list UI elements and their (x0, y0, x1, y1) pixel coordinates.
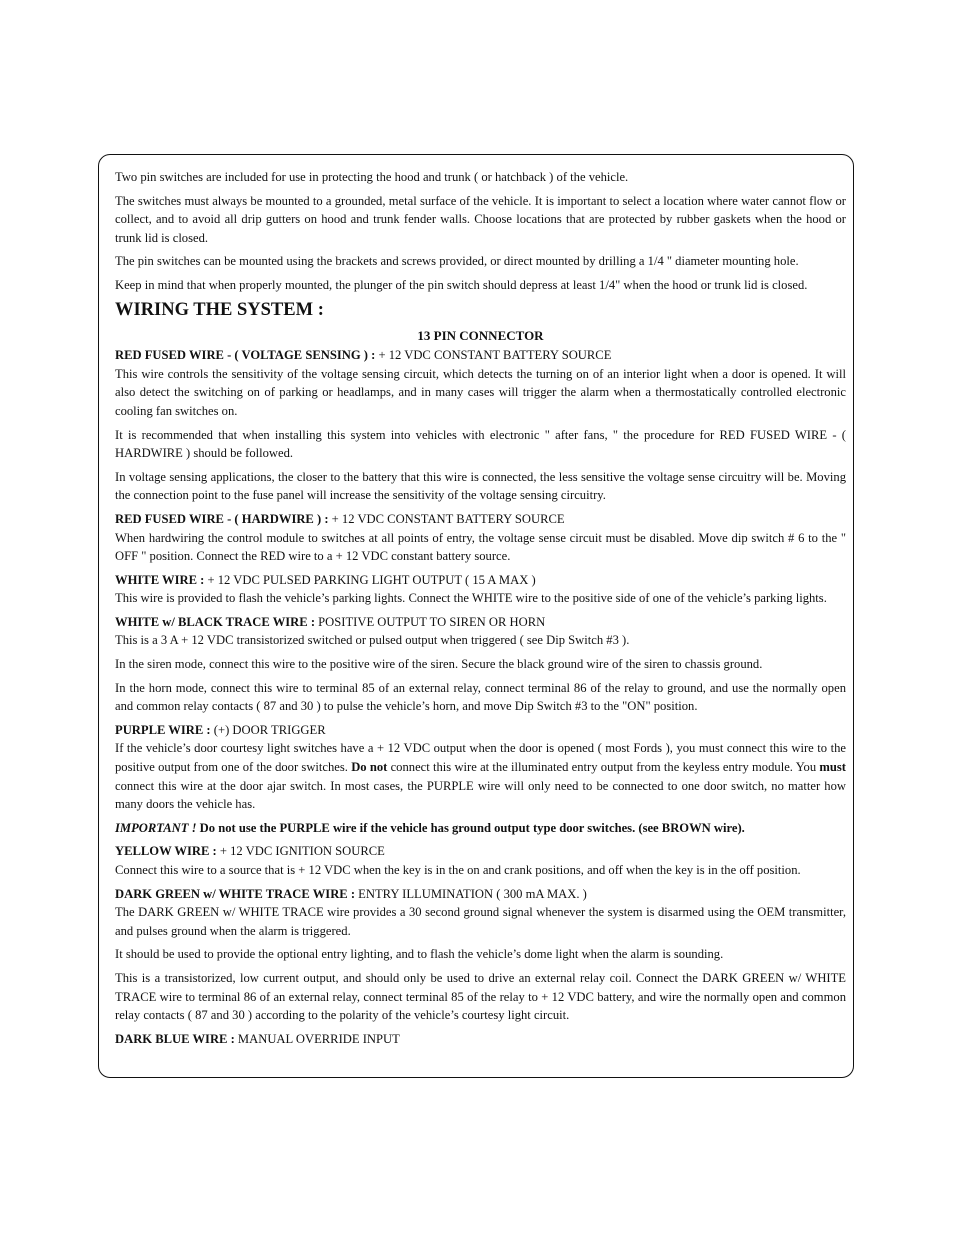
important-text: Do not use the PURPLE wire if the vehicle has ground output type door switches. (see BROWN wire). (196, 820, 745, 835)
red-hardwire-paragraph-1: When hardwiring the control module to switches at all points of entry, the voltage sense circuit must be disabled. Move dip switch # 6 to the " OFF " position. Connect the RED wire to a + 12 VDC constant battery source. (115, 530, 846, 564)
red-voltage-paragraph-3: In voltage sensing applications, the closer to the battery that this wire is connected, the less sensitive the voltage sense circuitry will be. Moving the connection point to the fuse panel will increase the sensitivity of the voltage sensing circuitry. (115, 469, 846, 503)
wire-label: PURPLE WIRE : (115, 722, 211, 737)
dark-green-paragraph-3: This is a transistorized, low current output, and should only be used to drive an external relay coil. Connect the DARK GREEN w/ WHITE TRACE wire to terminal 86 of an external relay, connect terminal 85 of the relay to + 12 VDC battery, and wire the normally open and common relay contacts ( 87 and 30 ) according to the polarity of the vehicle’s courtesy light circuit. (115, 970, 846, 1023)
wire-label: DARK BLUE WIRE : (115, 1031, 235, 1046)
wire-label: DARK GREEN w/ WHITE TRACE WIRE : (115, 886, 356, 901)
wire-heading-red-voltage (115, 346, 846, 365)
white-black-paragraph-2: In the siren mode, connect this wire to the positive wire of the siren. Secure the black ground wire of the siren to chassis ground. (115, 657, 763, 672)
wire-label: WHITE WIRE : (115, 572, 205, 587)
intro-paragraph-2: The switches must always be mounted to a grounded, metal surface of the vehicle. It is important to select a location where water cannot flow or collect, and to avoid all drip gutters on hood and trunk fender walls. Choose locations that are protected by rubber gaskets when the hood or trunk lid is closed. (115, 193, 846, 245)
wire-heading-white-black (115, 613, 846, 632)
wire-value: + 12 VDC IGNITION SOURCE (216, 844, 385, 859)
important-note (115, 819, 846, 838)
section-title: WIRING THE SYSTEM : (115, 299, 324, 320)
wire-value: (+) DOOR TRIGGER (210, 722, 326, 737)
wire-value: ENTRY ILLUMINATION ( 300 mA MAX. ) (355, 886, 587, 901)
wire-heading-purple (115, 721, 846, 740)
important-label: IMPORTANT ! (115, 820, 197, 835)
red-voltage-paragraph-1: This wire controls the sensitivity of the voltage sensing circuit, which detects the turning on of an interior light when a door is opened. It will also detect the switching on of parking or headlamps, and in many cases will trigger the alarm when a thermostatically controlled electronic cooling fan switches on. (115, 366, 846, 418)
wire-heading-dark-green (115, 885, 846, 904)
emphasis: Do not (351, 760, 388, 775)
text-run: If the vehicle’s door courtesy light switches have a + 12 VDC output when the door is opened ( most Fords ), you must connect this wire to the positive output from one of the door switches. (115, 741, 846, 775)
wire-value: + 12 VDC CONSTANT BATTERY SOURCE (375, 348, 612, 363)
wire-heading-white (115, 571, 846, 590)
text-run: connect this wire at the illuminated entry output from the keyless entry module. You (387, 760, 820, 775)
red-voltage-paragraph-2: It is recommended that when installing this system into vehicles with electronic " after fans, " the procedure for RED FUSED WIRE - ( HARDWIRE ) should be followed. (115, 427, 846, 461)
dark-green-paragraph-1: The DARK GREEN w/ WHITE TRACE wire provides a 30 second ground signal whenever the system is disarmed using the OEM transmitter, and pulses ground when the alarm is triggered. (115, 905, 846, 938)
intro-paragraph-3: The pin switches can be mounted using the brackets and screws provided, or direct mounted by drilling a 1/4 " diameter mounting hole. (115, 254, 799, 269)
intro-paragraph-4: Keep in mind that when properly mounted, the plunger of the pin switch should depress at least 1/4" when the hood or trunk lid is closed. (115, 277, 808, 292)
wire-label: RED FUSED WIRE - ( HARDWIRE ) : (115, 511, 329, 526)
intro-paragraph-1: Two pin switches are included for use in protecting the hood and trunk ( or hatchback ) of the vehicle. (115, 170, 629, 184)
wire-label: YELLOW WIRE : (115, 844, 217, 859)
text-run: connect this wire at the door ajar switch. In most cases, the PURPLE wire will only need to be connected to one door switch, no matter how many doors the vehicle has. (115, 778, 846, 812)
connector-title: 13 PIN CONNECTOR (417, 327, 544, 343)
wire-label: WHITE w/ BLACK TRACE WIRE : (115, 614, 316, 629)
wire-value: + 12 VDC PULSED PARKING LIGHT OUTPUT ( 15 A MAX ) (204, 572, 536, 587)
wire-value: MANUAL OVERRIDE INPUT (234, 1031, 400, 1046)
yellow-paragraph-1: Connect this wire to a source that is + 12 VDC when the key is in the on and crank positions, and off when the key is in the off position. (115, 863, 801, 877)
wire-heading-red-hardwire (115, 510, 846, 529)
wire-heading-yellow (115, 842, 846, 861)
emphasis: must (819, 760, 846, 775)
white-black-paragraph-1: This is a 3 A + 12 VDC transistorized switched or pulsed output when triggered ( see Dip Switch #3 ). (115, 633, 630, 648)
wire-label: RED FUSED WIRE - ( VOLTAGE SENSING ) : (115, 348, 376, 363)
purple-paragraph-1 (115, 739, 846, 813)
wire-heading-dark-blue (115, 1030, 846, 1049)
white-black-paragraph-3: In the horn mode, connect this wire to terminal 85 of an external relay, connect terminal 86 of the relay to ground, and use the normally open and common relay contacts ( 87 and 30 ) to pulse the vehicle’s horn, and move Dip Switch #3 to the "ON" position. (115, 680, 846, 714)
dark-green-paragraph-2: It should be used to provide the optional entry lighting, and to flash the vehicle’s dome light when the alarm is sounding. (115, 947, 724, 962)
wire-value: + 12 VDC CONSTANT BATTERY SOURCE (328, 511, 565, 526)
document-body (115, 168, 846, 1048)
wire-value: POSITIVE OUTPUT TO SIREN OR HORN (315, 614, 546, 629)
white-paragraph-1: This wire is provided to flash the vehicle’s parking lights. Connect the WHITE wire to the positive side of one of the vehicle’s parking lights. (115, 591, 827, 606)
